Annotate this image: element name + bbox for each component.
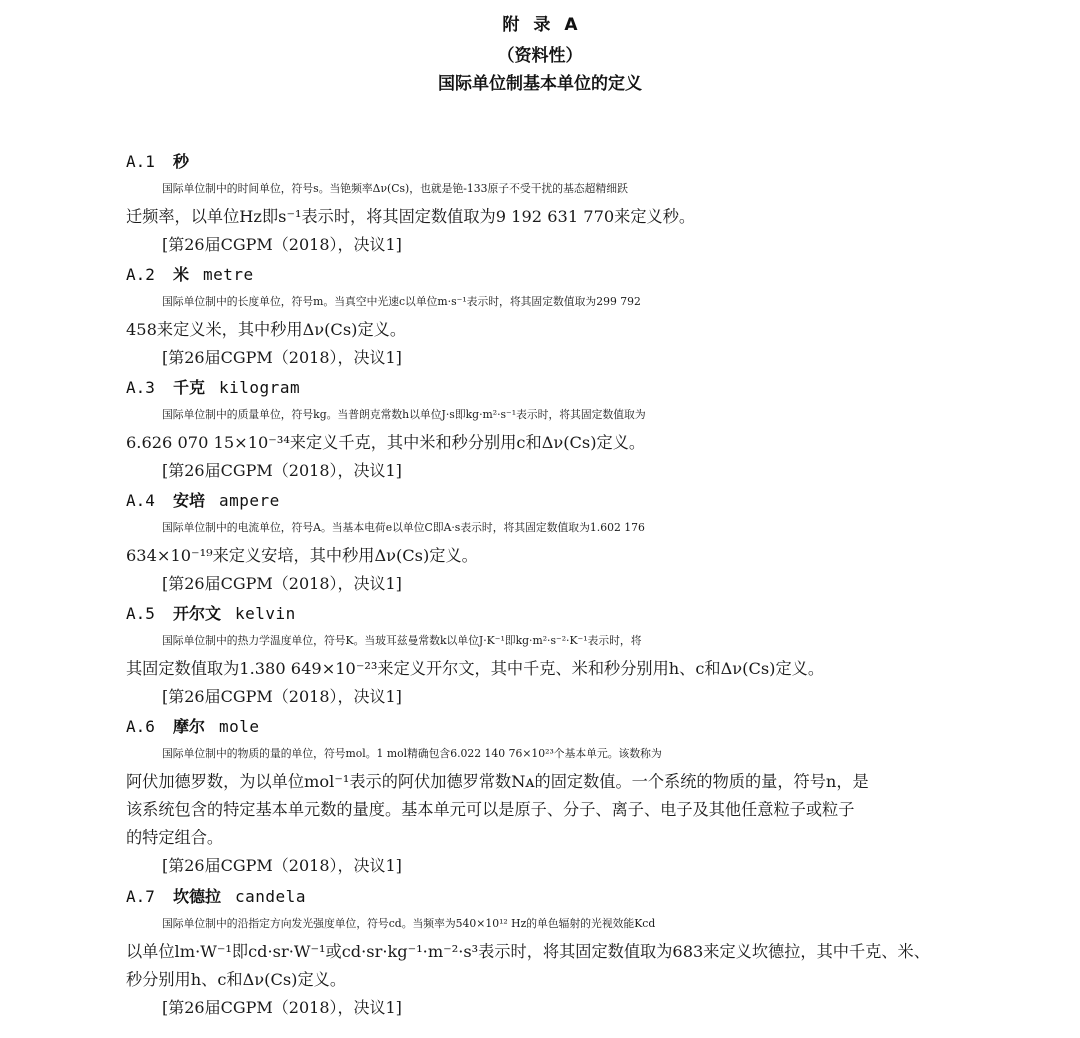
section-a5 (126, 601, 986, 711)
resolution-reference: [第26届CGPM（2018），决议1] (162, 461, 402, 480)
resolution-reference: [第26届CGPM（2018），决议1] (162, 574, 402, 593)
section-heading (126, 262, 986, 288)
section-a4 (126, 488, 986, 598)
resolution-reference: [第26届CGPM（2018），决议1] (162, 998, 402, 1017)
paragraph-line: 6.626 070 15×10⁻³⁴来定义千克，其中米和秒分别用c和Δν(Cs)定义。 (126, 433, 646, 452)
section-paragraph (126, 627, 986, 683)
paragraph-line: 迁频率，以单位Hz即s⁻¹表示时，将其固定数值取为9 192 631 770来定义秒。 (126, 207, 696, 226)
section-name-en: kilogram (219, 378, 301, 397)
paragraph-line: 该系统包含的特定基本单元数的量度。基本单元可以是原子、分子、离子、电子及其他任意粒子或粒子 (126, 800, 855, 819)
paragraph-line: 国际单位制中的物质的量的单位，符号mol。1 mol精确包含6.022 140 76×10²³个基本单元。该数称为 (162, 747, 662, 760)
section-name-en: kelvin (235, 604, 296, 623)
appendix-label: 附录A (502, 15, 592, 35)
resolution-reference: [第26届CGPM（2018），决议1] (162, 348, 402, 367)
paragraph-line: 阿伏加德罗数，为以单位mol⁻¹表示的阿伏加德罗常数Nᴀ的固定数值。一个系统的物质的量，符号n，是 (126, 772, 869, 791)
section-heading (126, 601, 986, 627)
section-heading (126, 714, 986, 740)
section-a6 (126, 714, 986, 880)
section-paragraph (126, 288, 986, 344)
section-a3 (126, 375, 986, 485)
section-name-cn: 开尔文 (173, 604, 222, 623)
section-a7 (126, 884, 986, 1022)
informative-label: （资料性） (497, 46, 583, 66)
section-number: A.1 (126, 152, 155, 171)
section-number: A.7 (126, 887, 155, 906)
section-a2 (126, 262, 986, 372)
section-name-cn: 千克 (173, 378, 206, 397)
resolution-reference: [第26届CGPM（2018），决议1] (162, 235, 402, 254)
section-heading (126, 884, 986, 910)
section-name-en: mole (219, 717, 260, 736)
section-number: A.3 (126, 378, 155, 397)
paragraph-line: 秒分别用h、c和Δν(Cs)定义。 (126, 970, 347, 989)
appendix-title: 国际单位制基本单位的定义 (438, 74, 642, 94)
section-heading (126, 488, 986, 514)
section-paragraph (126, 910, 986, 994)
section-a1 (126, 149, 986, 259)
section-paragraph (126, 740, 986, 852)
paragraph-line: 的特定组合。 (126, 828, 224, 847)
section-name-cn: 米 (173, 265, 190, 284)
resolution-reference: [第26届CGPM（2018），决议1] (162, 856, 402, 875)
section-heading (126, 149, 986, 175)
paragraph-line: 634×10⁻¹⁹来定义安培，其中秒用Δν(Cs)定义。 (126, 546, 478, 565)
paragraph-line: 国际单位制中的时间单位，符号s。当铯频率Δν(Cs)，也就是铯-133原子不受干扰的基态超精细跃 (162, 182, 628, 195)
section-paragraph (126, 175, 986, 231)
paragraph-line: 以单位lm·W⁻¹即cd·sr·W⁻¹或cd·sr·kg⁻¹·m⁻²·s³表示时，将其固定数值取为683来定义坎德拉，其中千克、米、 (126, 942, 930, 961)
paragraph-line: 国际单位制中的热力学温度单位，符号K。当玻耳兹曼常数k以单位J·K⁻¹即kg·m²·s⁻²·K⁻¹表示时，将 (162, 634, 642, 647)
section-name-en: candela (235, 887, 306, 906)
section-paragraph (126, 514, 986, 570)
paragraph-line: 其固定数值取为1.380 649×10⁻²³来定义开尔文，其中千克、米和秒分别用h、c和Δν(Cs)定义。 (126, 659, 825, 678)
resolution-reference: [第26届CGPM（2018），决议1] (162, 687, 402, 706)
section-name-cn: 安培 (173, 491, 206, 510)
paragraph-line: 国际单位制中的电流单位，符号A。当基本电荷e以单位C即A·s表示时，将其固定数值取为1.602 176 (162, 521, 645, 534)
section-name-en: metre (203, 265, 254, 284)
section-number: A.5 (126, 604, 155, 623)
section-name-cn: 摩尔 (173, 717, 206, 736)
section-name-cn: 秒 (173, 152, 190, 171)
paragraph-line: 458来定义米，其中秒用Δν(Cs)定义。 (126, 320, 407, 339)
section-name-en: ampere (219, 491, 280, 510)
section-heading (126, 375, 986, 401)
section-number: A.4 (126, 491, 155, 510)
section-number: A.2 (126, 265, 155, 284)
section-number: A.6 (126, 717, 155, 736)
paragraph-line: 国际单位制中的沿指定方向发光强度单位，符号cd。当频率为540×10¹² Hz的单色辐射的光视效能Kcd (162, 917, 656, 930)
section-name-cn: 坎德拉 (173, 887, 222, 906)
section-paragraph (126, 401, 986, 457)
paragraph-line: 国际单位制中的质量单位，符号kg。当普朗克常数h以单位J·s即kg·m²·s⁻¹表示时，将其固定数值取为 (162, 408, 646, 421)
paragraph-line: 国际单位制中的长度单位，符号m。当真空中光速c以单位m·s⁻¹表示时，将其固定数值取为299 792 (162, 295, 641, 308)
